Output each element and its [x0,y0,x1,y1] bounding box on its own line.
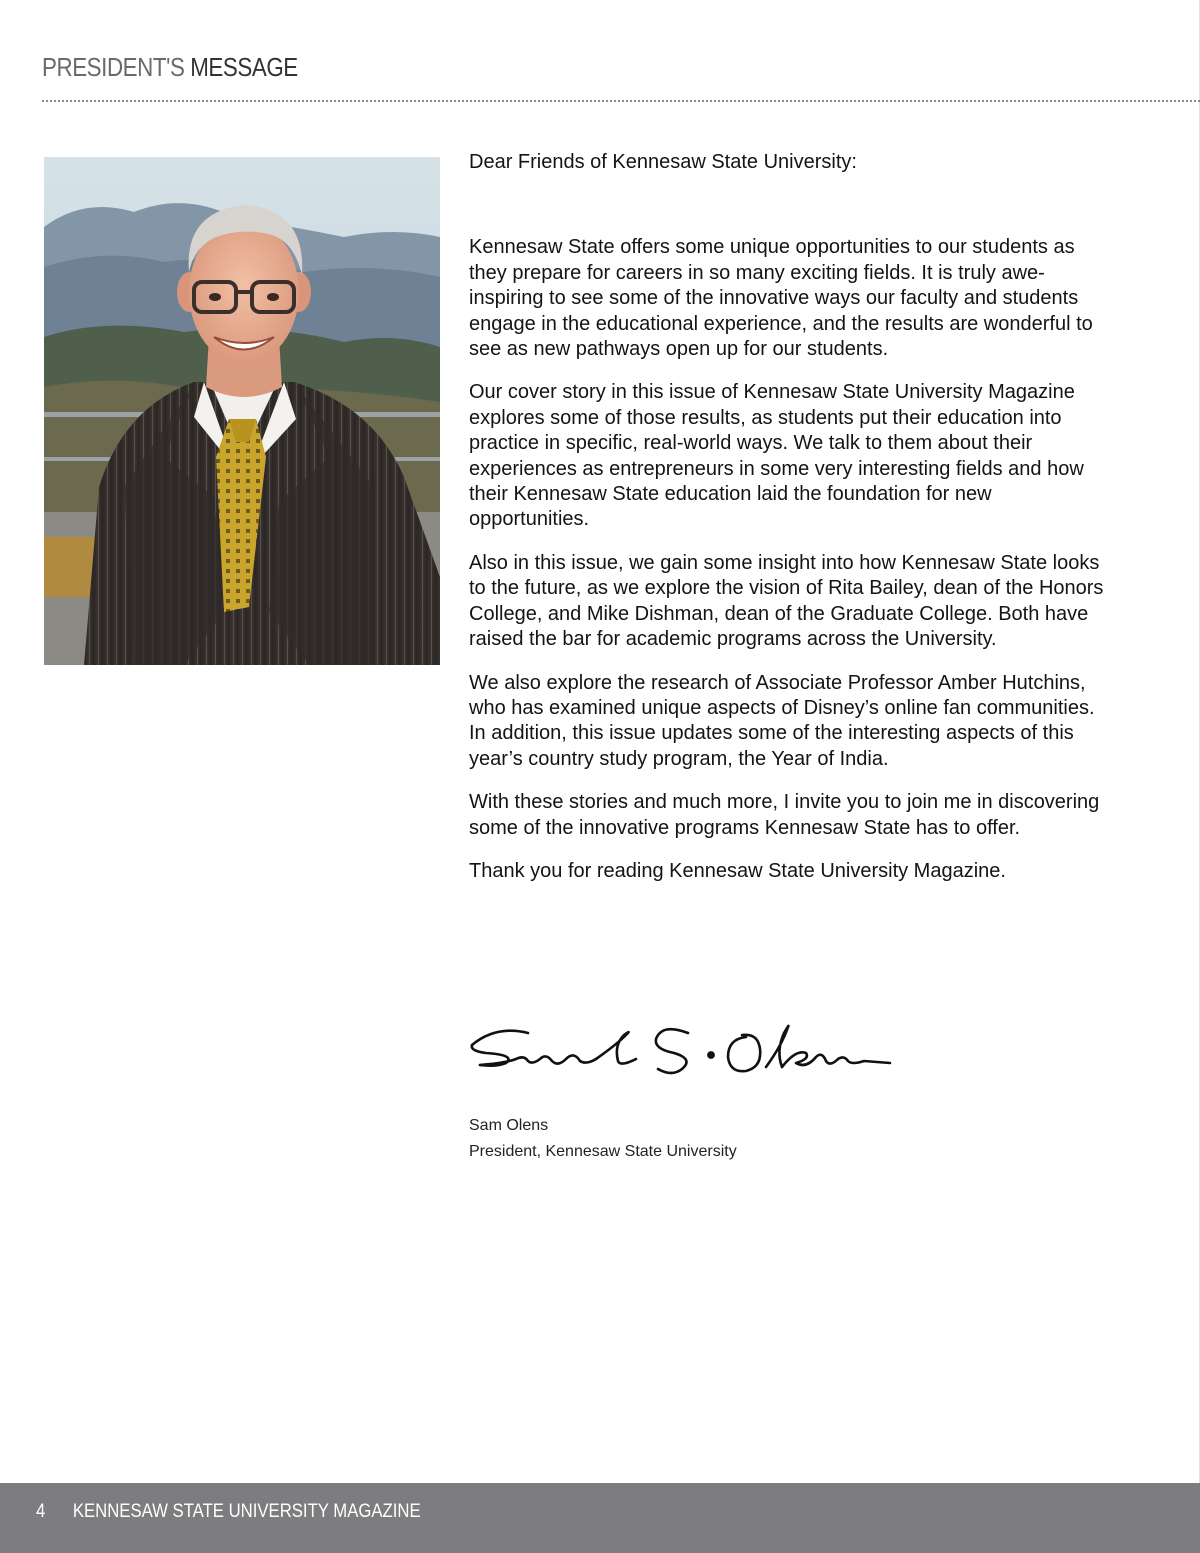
president-portrait [44,157,440,665]
letter-paragraph: Thank you for reading Kennesaw State University Magazine. [469,859,1006,882]
publication-name: KENNESAW STATE UNIVERSITY MAGAZINE [72,1501,421,1522]
letter-paragraph: Kennesaw State offers some unique opportunities to our students as they prepare for careers in so many exciting fields. It is truly awe-inspiring to see some of the innovative ways our faculty and students engage in the educational experience, and the results are wonderful to see as new pathways open up for our students. [469,236,1093,361]
page-title-bold: MESSAGE [190,52,298,82]
letter-body [469,150,1109,902]
signer-name: Sam Olens [469,1117,549,1134]
handwritten-signature-icon [466,1015,896,1090]
letter-salutation: Dear Friends of Kennesaw State University: [469,151,857,173]
president-portrait-icon [44,157,440,665]
page-title-light: PRESIDENT'S [42,52,185,82]
signature [466,1015,896,1090]
signer-title: President, Kennesaw State University [469,1143,737,1160]
footer [36,1501,421,1523]
letter-paragraph: We also explore the research of Associate Professor Amber Hutchins, who has examined unique aspects of Disney’s online fan communities. In addition, this issue updates some of the interesting aspects of this year’s country study program, the Year of India. [469,671,1095,770]
letter-paragraph: Our cover story in this issue of Kennesaw State University Magazine explores some of those results, as students put their education into practice in specific, real-world ways. We talk to them about their experiences as entrepreneurs in some very interesting fields and how their Kennesaw State education laid the foundation for new opportunities. [469,381,1084,531]
page-number: 4 [36,1501,46,1522]
letter-paragraph: Also in this issue, we gain some insight into how Kennesaw State looks to the future, as we explore the vision of Rita Bailey, dean of the Honors College, and Mike Dishman, dean of the Graduate College. Both have raised the bar for academic programs across the University. [469,551,1104,651]
signer-block [469,1113,737,1165]
letter-paragraph: With these stories and much more, I invite you to join me in discovering some of the innovative programs Kennesaw State has to offer. [469,791,1100,839]
page-title [42,52,298,83]
header-divider [42,100,1200,102]
